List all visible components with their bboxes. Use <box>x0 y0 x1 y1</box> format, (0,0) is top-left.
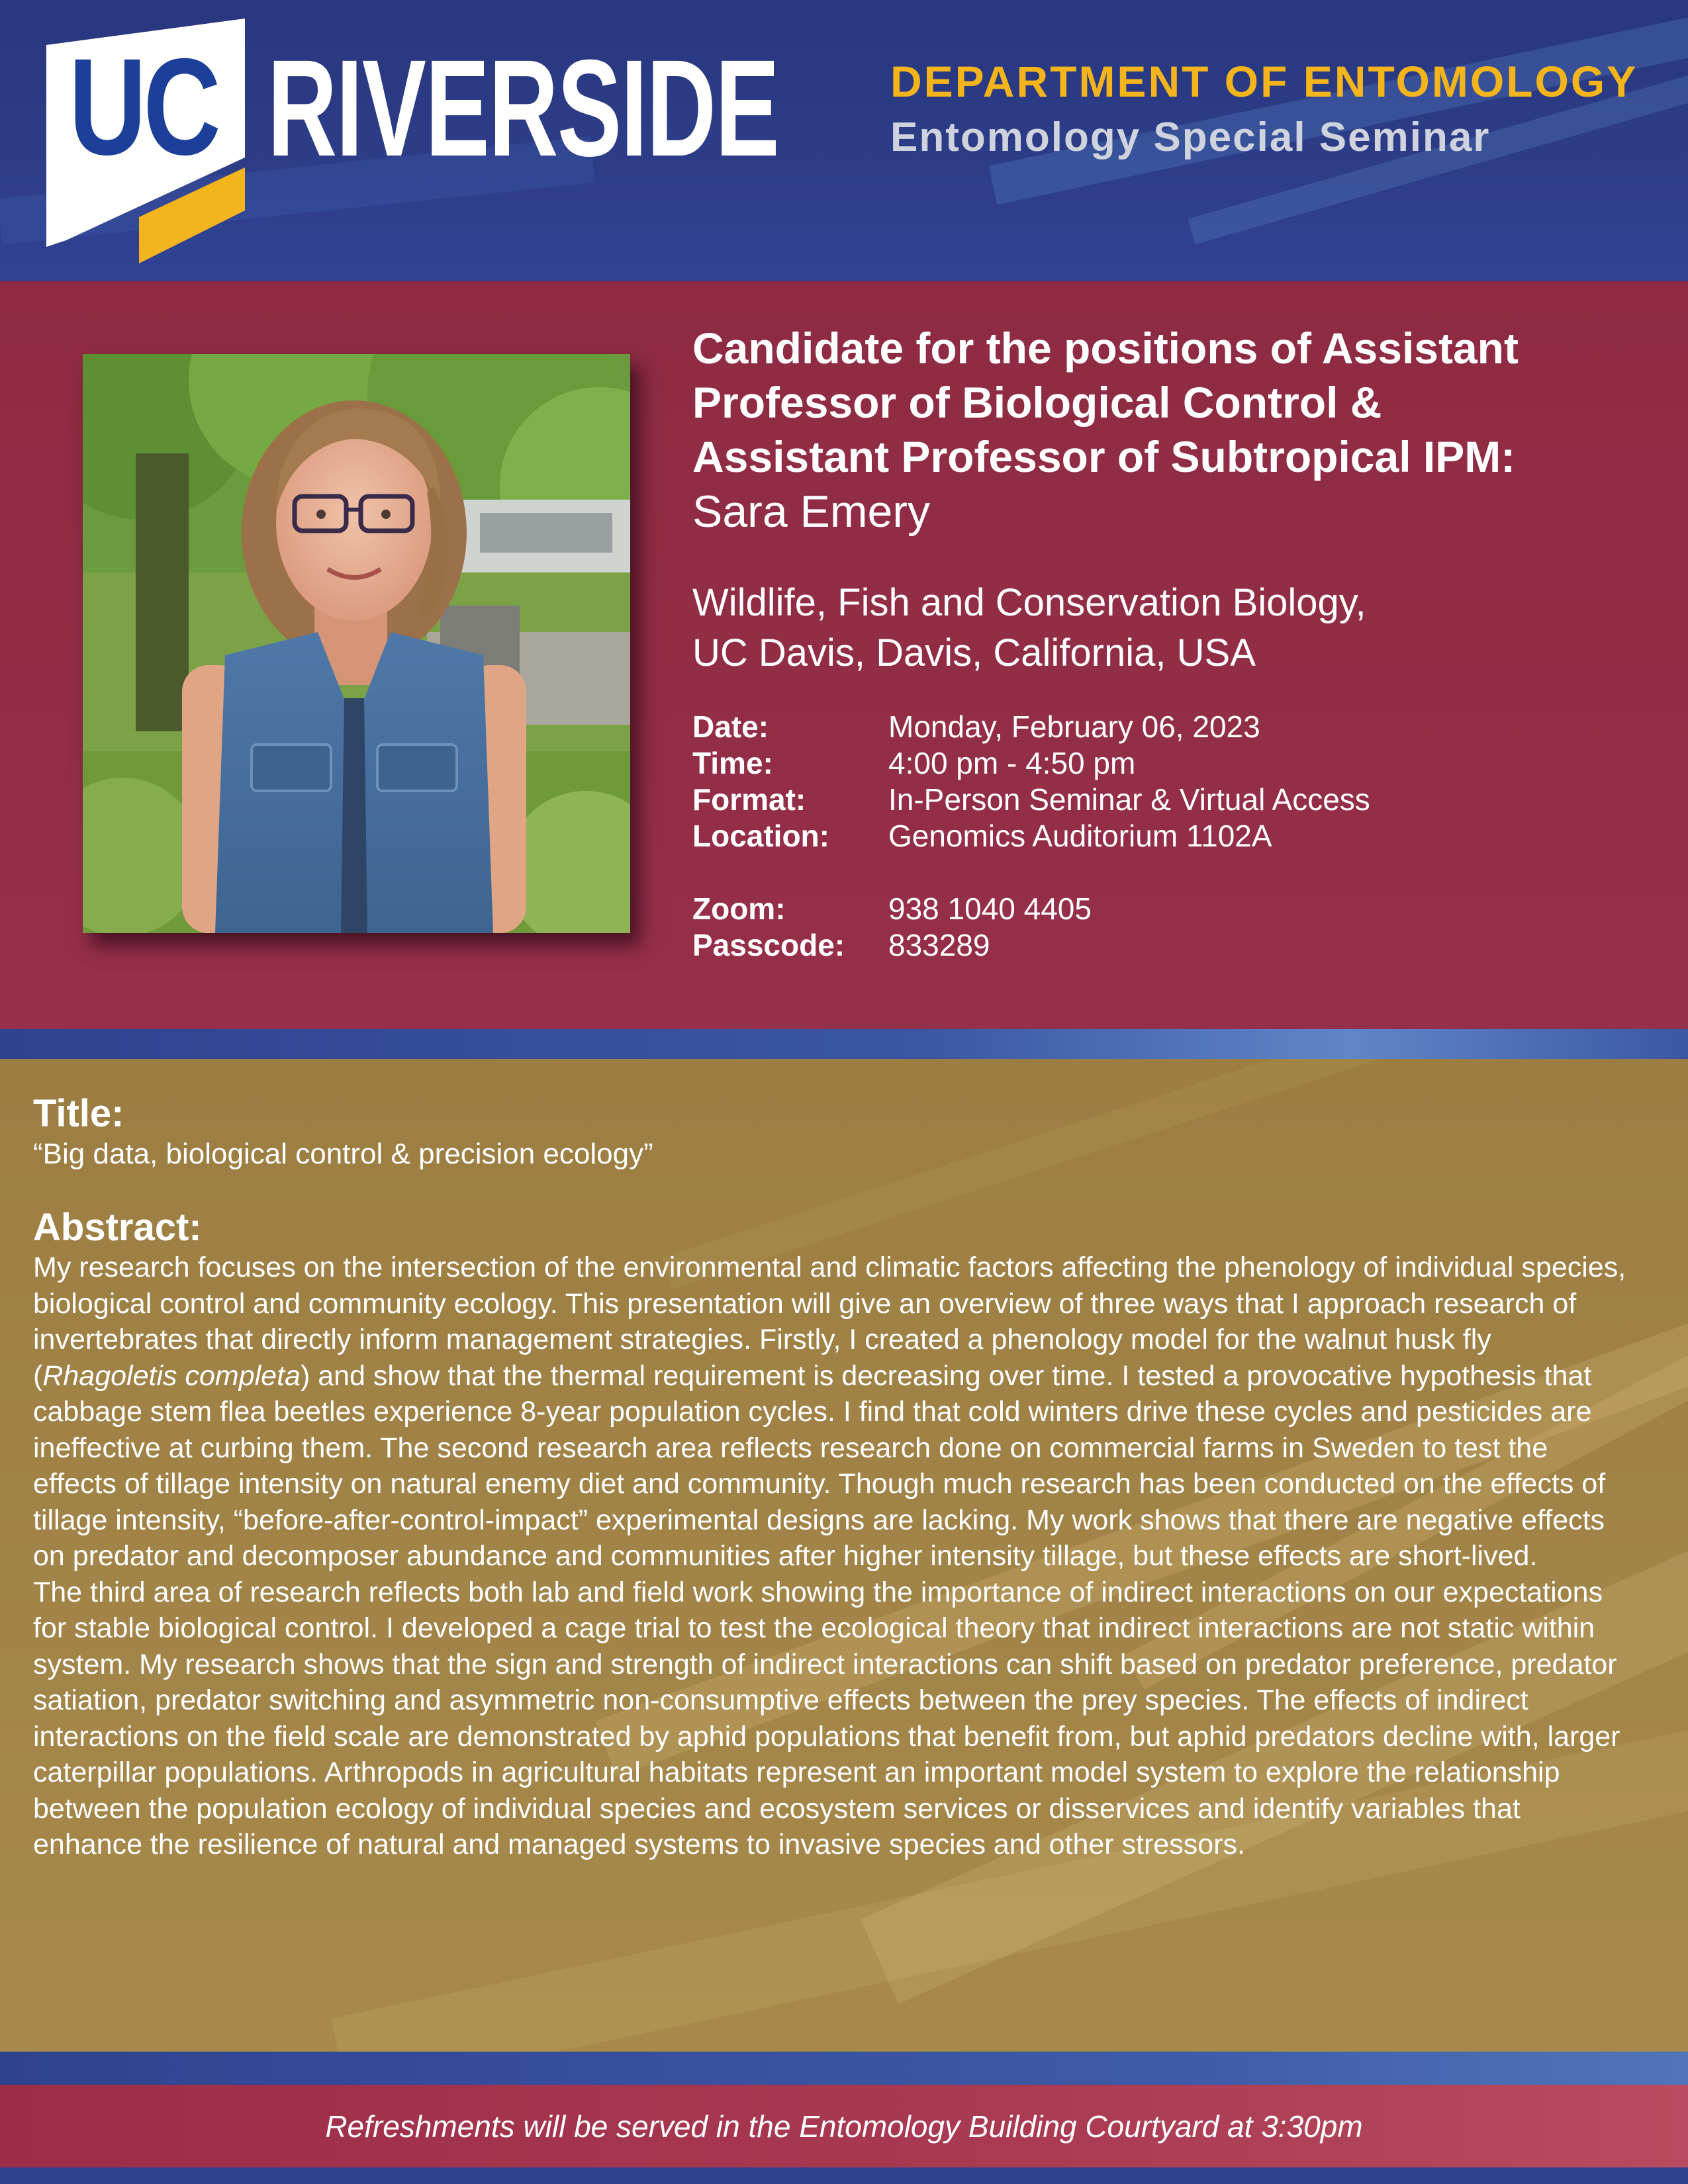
zoom-label: Zoom: <box>692 891 786 926</box>
abstract-p1-part-a: My research focuses on the intersection of the environmental and climatic factors affecting the phenology of individual species, biological control and community ecology. This presentation will give an overview of three ways that I approach research of invertebrates that directly inform management strategies. Firstly, I created a phenology model for the walnut husk fly ( <box>33 1251 1626 1392</box>
detail-row-date <box>692 709 1652 745</box>
species-name: Rhagoletis completa <box>42 1359 301 1392</box>
talk-title: “Big data, biological control & precision ecology” <box>33 1138 653 1170</box>
candidate-info <box>692 321 1652 964</box>
abstract-p1-part-b: ) and show that the thermal requirement is decreasing over time. I tested a provocative hypothesis that cabbage stem flea beetles experience 8-year population cycles. I find that cold winters drive these cycles and pesticides are ineffective at curbing them. The second research area reflects research done on commercial farms in Sweden to test the effects of tillage intensity on natural enemy diet and community. Though much research has been conducted on the effects of tillage intensity, “before-after-control-impact” experimental designs are lacking. My work shows that there are negative effects on predator and decomposer abundance and communities after higher intensity tillage, but these effects are short-lived. <box>33 1359 1606 1572</box>
date-value: Monday, February 06, 2023 <box>888 709 1260 744</box>
time-label: Time: <box>692 746 773 780</box>
date-label: Date: <box>692 709 769 744</box>
position-title-line-1: Candidate for the positions of Assistant <box>692 324 1519 373</box>
affiliation-line-1: Wildlife, Fish and Conservation Biology, <box>692 581 1366 624</box>
detail-row-time <box>692 745 1652 782</box>
passcode-value: 833289 <box>888 928 990 962</box>
blue-divider <box>0 1029 1688 1059</box>
footer-blue-strip <box>0 2052 1688 2085</box>
passcode-label: Passcode: <box>692 928 845 962</box>
location-label: Location: <box>692 819 829 853</box>
department-name: DEPARTMENT OF ENTOMOLOGY <box>890 57 1638 106</box>
time-value: 4:00 pm - 4:50 pm <box>888 746 1136 780</box>
format-value: In-Person Seminar & Virtual Access <box>888 782 1370 817</box>
logo-uc-text: UC <box>69 30 218 184</box>
zoom-meeting-id: 938 1040 4405 <box>888 891 1092 926</box>
position-title-line-2: Professor of Biological Control & <box>692 378 1382 427</box>
format-label: Format: <box>692 782 806 817</box>
location-value: Genomics Auditorium 1102A <box>888 819 1272 853</box>
detail-row-format <box>692 782 1652 818</box>
detail-row-passcode <box>692 927 1652 964</box>
refreshments-note: Refreshments will be served in the Entomology Building Courtyard at 3:30pm <box>325 2109 1363 2144</box>
detail-spacer <box>692 854 1652 891</box>
abstract-paragraph-2: The third area of research reflects both lab and field work showing the importance of indirect interactions on our expectations for stable biological control. I developed a cage trial to test the ecological theory that indirect interactions are not static within system. My research shows that the sign and strength of indirect interactions can shift based on predator preference, predator satiation, predator switching and asymmetric non-consumptive effects between the prey species. The effects of indirect interactions on the field scale are demonstrated by aphid populations that benefit from, but aphid predators decline with, larger caterpillar populations. Arthropods in agricultural habitats represent an important model system to explore the relationship between the population ecology of individual species and ecosystem services or disservices and identify variables that enhance the resilience of natural and managed systems to invasive species and other stressors. <box>33 1576 1620 1860</box>
detail-row-location <box>692 818 1652 854</box>
talk-info <box>33 1092 1635 1863</box>
portrait-illustration <box>83 354 630 933</box>
footer-band <box>0 2085 1688 2167</box>
detail-row-zoom <box>692 891 1652 927</box>
seminar-details <box>692 709 1652 964</box>
affiliation-line-2: UC Davis, Davis, California, USA <box>692 631 1256 674</box>
affiliation <box>692 578 1652 678</box>
candidate-photo <box>83 354 630 933</box>
candidate-name: Sara Emery <box>692 486 930 537</box>
position-title-line-3: Assistant Professor of Subtropical IPM: <box>692 432 1516 481</box>
logo-riverside-text: RIVERSIDE <box>267 32 779 185</box>
footer-bottom-strip <box>0 2167 1688 2184</box>
abstract-label: Abstract: <box>33 1206 202 1249</box>
abstract-paragraph-1 <box>33 1250 1635 1574</box>
seminar-type: Entomology Special Seminar <box>890 114 1491 160</box>
abstract-text <box>33 1250 1635 1863</box>
candidate-band <box>0 281 1688 1029</box>
title-label: Title: <box>33 1092 124 1135</box>
content-band <box>0 1059 1688 2052</box>
header-band <box>0 0 1688 281</box>
